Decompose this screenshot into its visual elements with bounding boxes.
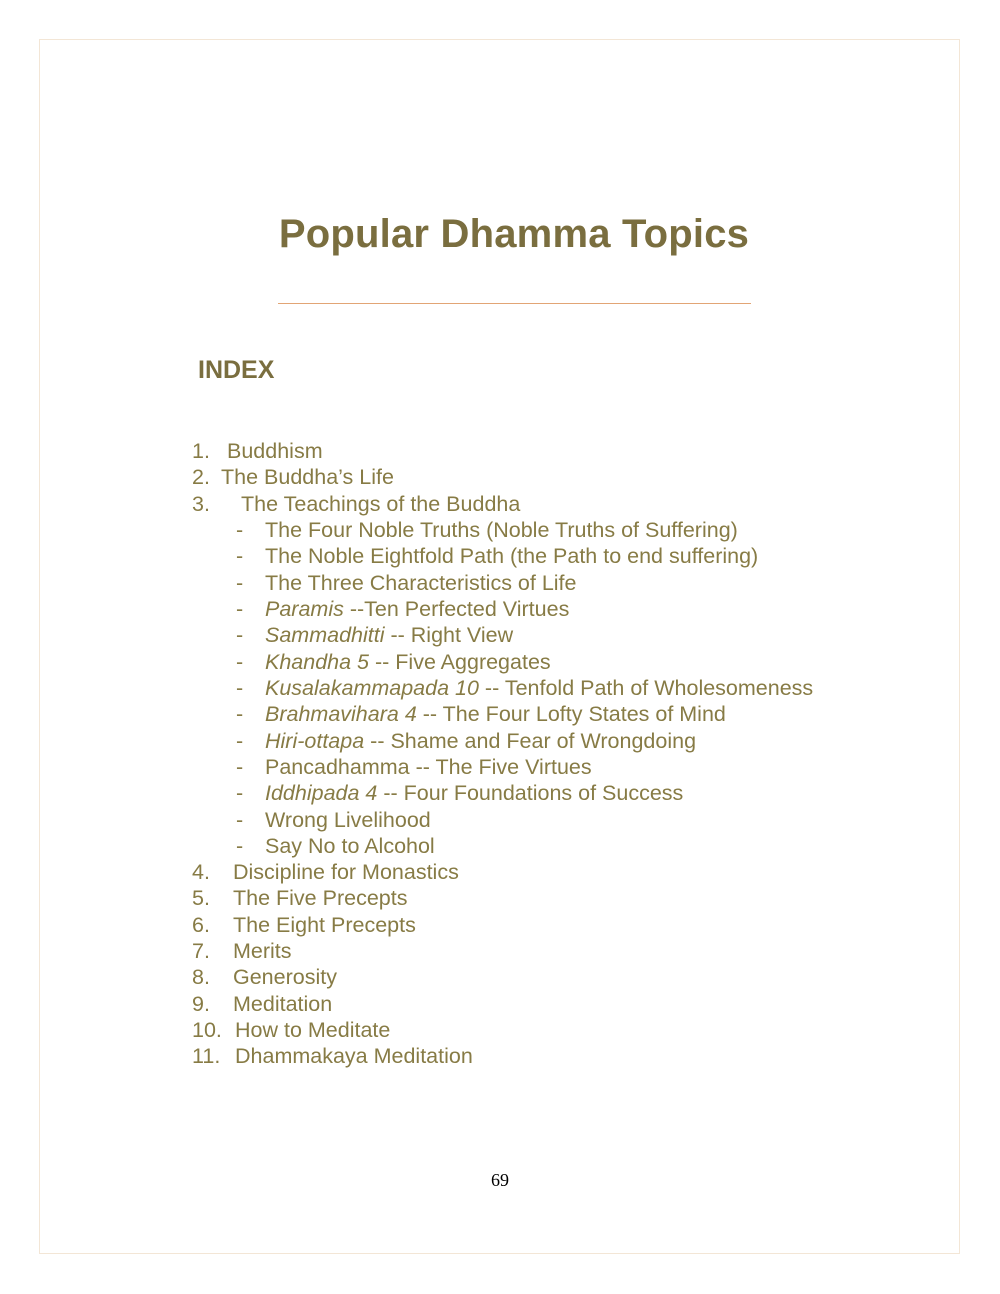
- subitem-text: -- Tenfold Path of Wholesomeness: [478, 676, 814, 700]
- toc-item-number: 1.: [192, 439, 210, 463]
- pali-term: Kusalakammapada 10: [265, 676, 479, 700]
- subitem-text: The Noble Eightfold Path (the Path to end suffering): [265, 544, 759, 568]
- subitem-text: --Ten Perfected Virtues: [343, 597, 570, 621]
- toc-subitem-label: [265, 807, 431, 833]
- toc-subitem-label: [265, 754, 592, 780]
- pali-term: Iddhipada 4: [265, 781, 378, 805]
- toc-subitem-label: [265, 649, 551, 675]
- bullet-dash: -: [236, 729, 244, 753]
- toc-subitem-label: [265, 543, 758, 569]
- toc-item-number: 9.: [192, 992, 210, 1016]
- toc-item-label: The Buddha’s Life: [221, 465, 394, 489]
- bullet-dash: -: [236, 650, 244, 674]
- toc-item-number: 10.: [192, 1018, 222, 1042]
- toc-item-number: 6.: [192, 913, 210, 937]
- toc-item-number: 5.: [192, 886, 210, 910]
- bullet-dash: -: [236, 597, 244, 621]
- pali-term: Brahmavihara 4: [265, 702, 417, 726]
- toc-item-label: The Five Precepts: [233, 886, 408, 910]
- index-heading: INDEX: [198, 356, 275, 384]
- toc-item-label: Discipline for Monastics: [233, 860, 459, 884]
- toc-item-number: 3.: [192, 492, 210, 516]
- toc-item-number: 8.: [192, 965, 210, 989]
- toc-item-label: Generosity: [233, 965, 337, 989]
- subitem-text: -- Shame and Fear of Wrongdoing: [364, 729, 697, 753]
- toc-item-number: 4.: [192, 860, 210, 884]
- title-divider: [278, 303, 751, 304]
- bullet-dash: -: [236, 518, 244, 542]
- toc-subitem-label: [265, 780, 683, 806]
- subitem-text: -- Five Aggregates: [369, 650, 551, 674]
- bullet-dash: -: [236, 676, 244, 700]
- toc-item-label: The Teachings of the Buddha: [241, 492, 521, 516]
- toc-item-number: 11.: [192, 1044, 221, 1068]
- toc-subitem-label: [265, 517, 738, 543]
- bullet-dash: -: [236, 808, 244, 832]
- toc-item-number: 7.: [192, 939, 210, 963]
- toc-item-label: Merits: [233, 939, 292, 963]
- pali-term: Khandha 5: [265, 650, 370, 674]
- toc-subitem-label: [265, 701, 726, 727]
- bullet-dash: -: [236, 834, 244, 858]
- toc-item-label: Buddhism: [227, 439, 323, 463]
- page-number: 69: [491, 1170, 509, 1190]
- toc-subitem-label: [265, 675, 813, 701]
- toc-item-label: How to Meditate: [235, 1018, 391, 1042]
- toc-item-label: The Eight Precepts: [233, 913, 416, 937]
- toc-item-number: 2.: [192, 465, 210, 489]
- bullet-dash: -: [236, 544, 244, 568]
- subitem-text: Say No to Alcohol: [265, 834, 435, 858]
- subitem-text: Wrong Livelihood: [265, 808, 431, 832]
- toc-subitem-label: [265, 833, 435, 859]
- toc-item-label: Meditation: [233, 992, 333, 1016]
- toc-subitem-label: [265, 728, 696, 754]
- page-title: Popular Dhamma Topics: [278, 212, 750, 256]
- subitem-text: -- Right View: [384, 623, 514, 647]
- toc-subitem-label: [265, 570, 577, 596]
- subitem-text: -- Four Foundations of Success: [377, 781, 684, 805]
- toc-item-label: Dhammakaya Meditation: [235, 1044, 473, 1068]
- subitem-text: Pancadhamma -- The Five Virtues: [265, 755, 592, 779]
- pali-term: Paramis: [265, 597, 344, 621]
- subitem-text: -- The Four Lofty States of Mind: [416, 702, 726, 726]
- bullet-dash: -: [236, 702, 244, 726]
- bullet-dash: -: [236, 623, 244, 647]
- toc-subitem-label: [265, 596, 569, 622]
- toc-subitem-label: [265, 622, 513, 648]
- bullet-dash: -: [236, 781, 244, 805]
- subitem-text: The Four Noble Truths (Noble Truths of Suffering): [265, 518, 738, 542]
- bullet-dash: -: [236, 755, 244, 779]
- bullet-dash: -: [236, 571, 244, 595]
- pali-term: Sammadhitti: [265, 623, 385, 647]
- subitem-text: The Three Characteristics of Life: [265, 571, 577, 595]
- pali-term: Hiri-ottapa: [265, 729, 365, 753]
